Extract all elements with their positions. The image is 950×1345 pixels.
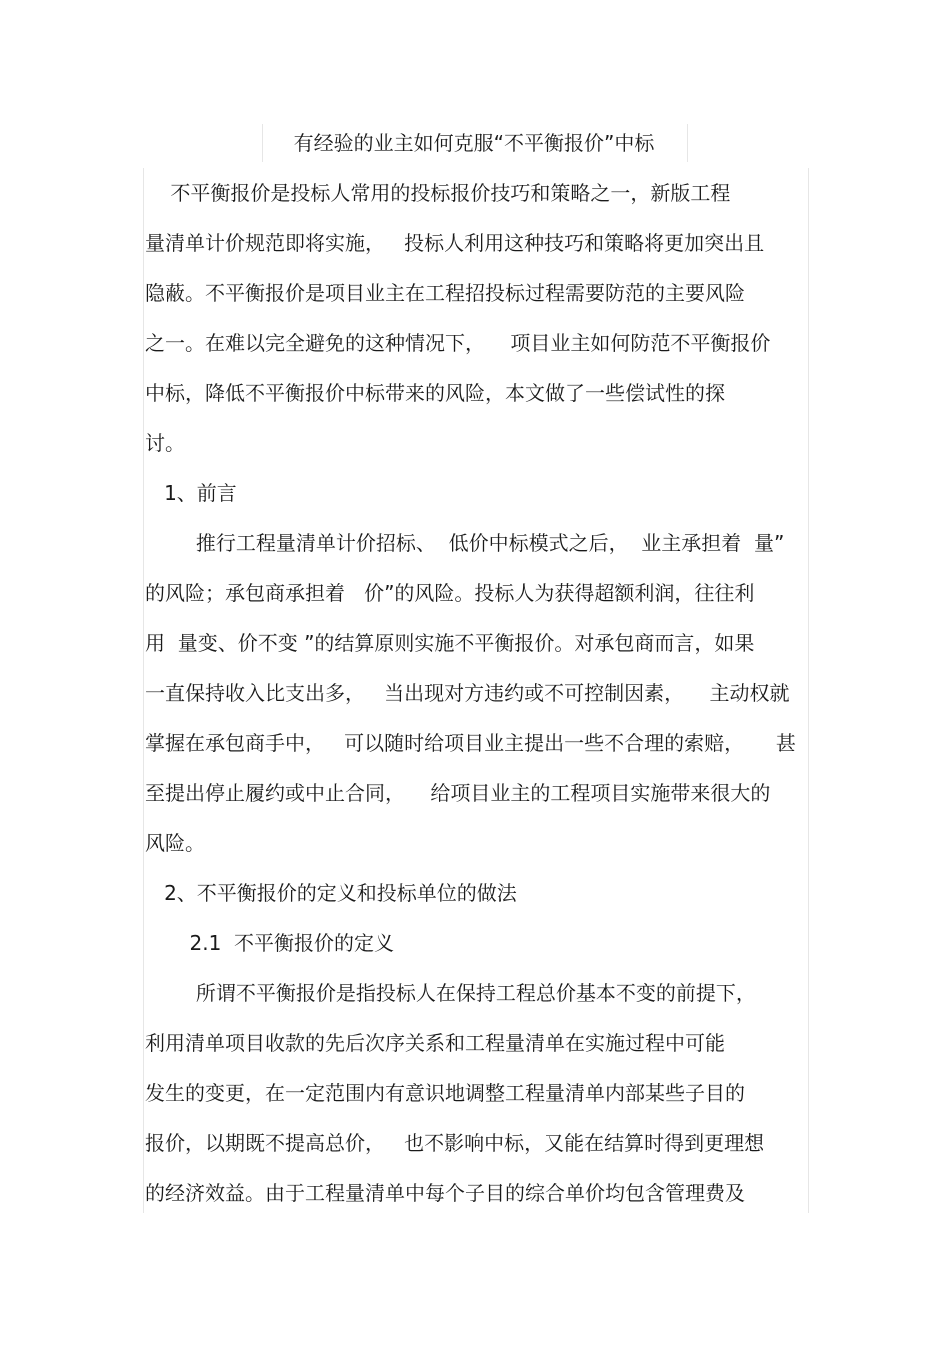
paragraph-line: 一直保持收入比支出多， 当出现对方违约或不可控制因素， 主动权就 [145, 681, 790, 705]
paragraph-line: 发生的变更，在一定范围内有意识地调整工程量清单内部某些子目的 [145, 1081, 745, 1105]
paragraph-line: 所谓不平衡报价是指投标人在保持工程总价基本不变的前提下， [145, 981, 756, 1005]
paragraph-line: 用 量变、价不变 ”的结算原则实施不平衡报价。对承包商而言，如果 [145, 631, 755, 655]
paragraph-line: 隐蔽。不平衡报价是项目业主在工程招投标过程需要防范的主要风险 [145, 281, 745, 305]
paragraph-line: 讨。 [145, 431, 185, 455]
paragraph-line: 量清单计价规范即将实施， 投标人利用这种技巧和策略将更加突出且 [145, 231, 765, 255]
paragraph-line: 的经济效益。由于工程量清单中每个子目的综合单价均包含管理费及 [145, 1181, 745, 1205]
subsection-heading: 2.1 不平衡报价的定义 [145, 931, 395, 955]
paragraph-line: 推行工程量清单计价招标、 低价中标模式之后， 业主承担着 量” [145, 531, 785, 555]
paragraph-line: 不平衡报价是投标人常用的投标报价技巧和策略之一，新版工程 [145, 181, 731, 205]
paragraph-line: 利用清单项目收款的先后次序关系和工程量清单在实施过程中可能 [145, 1031, 725, 1055]
paragraph-line: 中标，降低不平衡报价中标带来的风险，本文做了一些偿试性的探 [145, 381, 725, 405]
paragraph-line: 至提出停止履约或中止合同， 给项目业主的工程项目实施带来很大的 [145, 781, 771, 805]
paragraph-line: 报价，以期既不提高总价， 也不影响中标，又能在结算时得到更理想 [145, 1131, 765, 1155]
paragraph-line: 之一。在难以完全避免的这种情况下， 项目业主如何防范不平衡报价 [145, 331, 771, 355]
section-heading: 1、前言 [145, 481, 237, 505]
paragraph-line: 风险。 [145, 831, 205, 855]
paragraph-line: 的风险；承包商承担着 价”的风险。投标人为获得超额利润，往往利 [145, 581, 755, 605]
document-title: 有经验的业主如何克服“不平衡报价”中标 [293, 131, 655, 155]
section-heading: 2、不平衡报价的定义和投标单位的做法 [145, 881, 517, 905]
paragraph-line: 掌握在承包商手中， 可以随时给项目业主提出一些不合理的索赔， 甚 [145, 731, 796, 755]
